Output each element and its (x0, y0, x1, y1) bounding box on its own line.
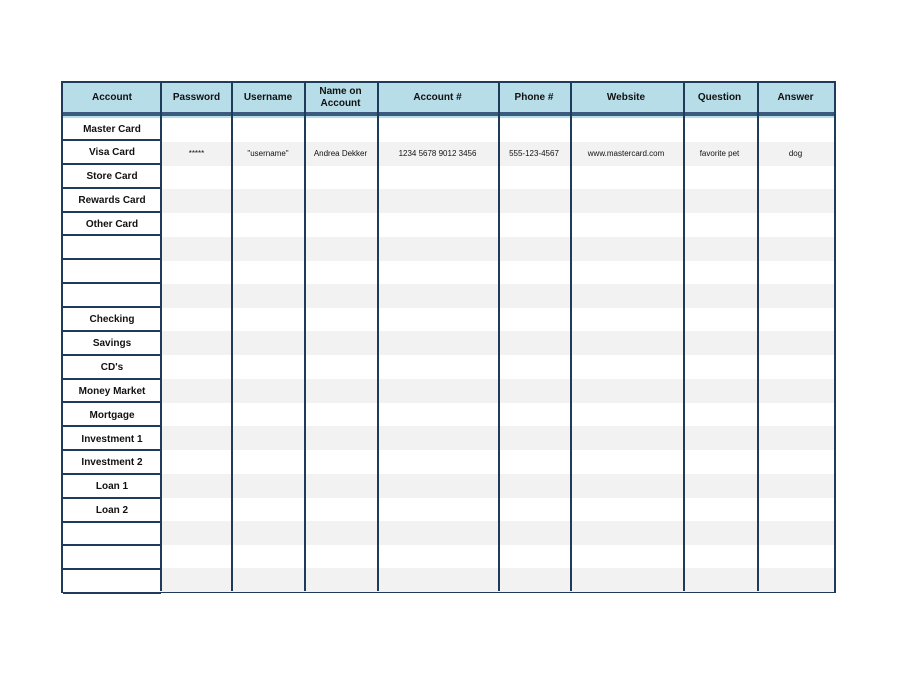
column-divider (757, 83, 759, 591)
account-label[interactable]: Rewards Card (63, 191, 161, 213)
column-divider (304, 83, 306, 591)
account-label[interactable]: Money Market (63, 381, 161, 403)
account-label[interactable]: CD's (63, 358, 161, 380)
header-name-on-account: Name on Account (319, 85, 362, 109)
example-answer[interactable]: dog (788, 148, 803, 158)
account-label[interactable] (63, 548, 161, 570)
header-answer: Answer (777, 91, 814, 103)
account-label[interactable] (63, 238, 161, 260)
account-label[interactable]: Savings (63, 334, 161, 356)
account-label[interactable]: Investment 2 (63, 453, 161, 475)
header-rule-accent (63, 116, 834, 118)
column-divider (683, 83, 685, 591)
example-row (63, 141, 834, 165)
password-log-table (61, 81, 836, 593)
account-label[interactable]: Checking (63, 310, 161, 332)
account-label[interactable] (63, 572, 161, 594)
example-password[interactable]: ***** (188, 148, 205, 158)
header-password: Password (172, 91, 221, 103)
example-account-number[interactable]: 1234 5678 9012 3456 (398, 148, 477, 158)
example-name[interactable]: Andrea Dekker (313, 148, 368, 158)
account-label[interactable] (63, 286, 161, 308)
account-label[interactable]: Store Card (63, 167, 161, 189)
account-label[interactable]: Loan 1 (63, 477, 161, 499)
account-label[interactable]: Other Card (63, 214, 161, 236)
account-label[interactable] (63, 262, 161, 284)
header-question: Question (697, 91, 742, 103)
account-label[interactable]: Mortgage (63, 405, 161, 427)
example-website[interactable]: www.mastercard.com (587, 148, 665, 158)
header-phone: Phone # (514, 91, 554, 103)
example-phone[interactable]: 555-123-4567 (509, 148, 559, 158)
table-header (63, 83, 834, 112)
account-label[interactable]: Master Card (63, 119, 161, 141)
account-label[interactable] (63, 524, 161, 546)
column-divider (377, 83, 379, 591)
header-username: Username (243, 91, 293, 103)
header-account: Account (92, 91, 132, 103)
account-label[interactable]: Visa Card (63, 143, 161, 165)
header-account-number: Account # (413, 91, 462, 103)
example-username[interactable]: "username" (247, 148, 289, 158)
account-label[interactable]: Investment 1 (63, 429, 161, 451)
column-divider (231, 83, 233, 591)
column-divider (570, 83, 572, 591)
column-divider (498, 83, 500, 591)
column-divider (160, 83, 162, 591)
header-website: Website (606, 91, 646, 103)
account-label[interactable]: Loan 2 (63, 501, 161, 523)
example-question[interactable]: favorite pet (699, 148, 740, 158)
